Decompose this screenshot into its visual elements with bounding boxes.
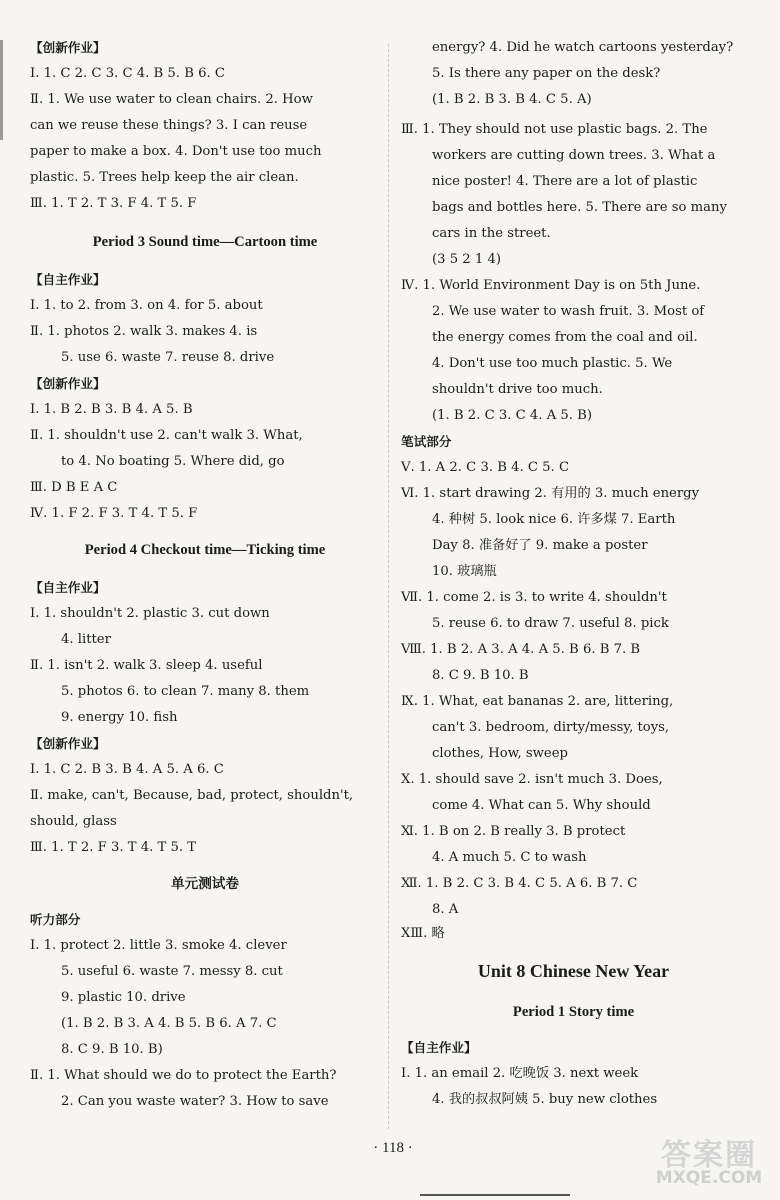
answer-line: Ⅰ. 1. C 2. C 3. C 4. B 5. B 6. C xyxy=(30,66,225,81)
answer-line: (3 5 2 1 4) xyxy=(432,252,502,267)
page-number: · 118 · xyxy=(373,1140,413,1156)
section-tag: 【自主作业】 xyxy=(401,1040,477,1055)
answer-line: 9. energy 10. fish xyxy=(61,710,178,725)
period-heading: Period 4 Checkout time—Ticking time xyxy=(84,542,326,558)
answer-line: 9. plastic 10. drive xyxy=(61,990,186,1005)
answer-line: Ⅱ. 1. We use water to clean chairs. 2. How xyxy=(30,92,313,107)
answer-line: 8. A xyxy=(432,902,459,917)
answer-line: Ⅲ. 1. They should not use plastic bags. 2. The xyxy=(401,122,708,137)
answer-line: cars in the street. xyxy=(432,226,551,241)
answer-line: 4. A much 5. C to wash xyxy=(432,850,587,865)
answer-line: Ⅰ. 1. to 2. from 3. on 4. for 5. about xyxy=(30,298,263,313)
answer-line: can we reuse these things? 3. I can reuse xyxy=(30,118,308,133)
answer-line: 2. We use water to wash fruit. 3. Most of xyxy=(432,304,705,319)
section-tag: 【创新作业】 xyxy=(30,376,106,391)
answer-line: Ⅰ. 1. shouldn't 2. plastic 3. cut down xyxy=(30,606,270,621)
answer-line: 4. 我的叔叔阿姨 5. buy new clothes xyxy=(432,1092,658,1107)
answer-line: Ⅱ. 1. shouldn't use 2. can't walk 3. What, xyxy=(30,428,303,443)
binding-margin-mark xyxy=(0,40,3,140)
answer-line: Ⅱ. make, can't, Because, bad, protect, shouldn't, xyxy=(30,788,354,803)
answer-line: to 4. No boating 5. Where did, go xyxy=(61,454,285,469)
answer-line: Ⅰ. 1. B 2. B 3. B 4. A 5. B xyxy=(30,402,193,417)
answer-line: 2. Can you waste water? 3. How to save xyxy=(61,1094,329,1109)
answer-line: 8. C 9. B 10. B xyxy=(432,668,529,683)
answer-line: Ⅹ. 1. should save 2. isn't much 3. Does, xyxy=(401,772,663,787)
answer-line: Ⅰ. 1. an email 2. 吃晚饭 3. next week xyxy=(401,1066,639,1081)
section-tag: 【自主作业】 xyxy=(30,272,106,287)
answer-line: 4. Don't use too much plastic. 5. We xyxy=(432,356,673,371)
section-tag: 【创新作业】 xyxy=(30,40,106,55)
answer-line: should, glass xyxy=(30,814,117,829)
answer-line: 5. use 6. waste 7. reuse 8. drive xyxy=(61,350,275,365)
answer-line: (1. B 2. C 3. C 4. A 5. B) xyxy=(432,408,593,423)
answer-line: 5. Is there any paper on the desk? xyxy=(432,66,661,81)
answer-line: (1. B 2. B 3. A 4. B 5. B 6. A 7. C xyxy=(61,1016,277,1031)
answer-line: Ⅲ. D B E A C xyxy=(30,480,118,495)
answer-line: Ⅱ. 1. photos 2. walk 3. makes 4. is xyxy=(30,324,258,339)
watermark-url: MXQE.COM xyxy=(655,1168,763,1188)
answer-line: Ⅲ. 1. T 2. T 3. F 4. T 5. F xyxy=(30,196,197,211)
answer-line: Ⅻ. 1. B 2. C 3. B 4. C 5. A 6. B 7. C xyxy=(401,876,638,891)
answer-line: Day 8. 准备好了 9. make a poster xyxy=(432,538,648,553)
answer-line: Ⅸ. 1. What, eat bananas 2. are, littering, xyxy=(401,694,674,709)
answer-line: energy? 4. Did he watch cartoons yesterday? xyxy=(432,40,734,55)
answer-line: Ⅷ. 1. B 2. A 3. A 4. A 5. B 6. B 7. B xyxy=(401,642,641,657)
answer-line: Ⅴ. 1. A 2. C 3. B 4. C 5. C xyxy=(401,460,570,475)
answer-line: clothes, How, sweep xyxy=(432,746,568,761)
answer-line: 5. photos 6. to clean 7. many 8. them xyxy=(61,684,310,699)
answer-line: paper to make a box. 4. Don't use too much xyxy=(30,144,322,159)
answer-line: Ⅳ. 1. World Environment Day is on 5th June. xyxy=(401,278,701,293)
period-heading: Period 3 Sound time—Cartoon time xyxy=(92,234,318,250)
period-heading: Period 1 Story time xyxy=(512,1004,635,1020)
answer-line: Ⅰ. 1. C 2. B 3. B 4. A 5. A 6. C xyxy=(30,762,224,777)
section-tag: 听力部分 xyxy=(30,912,81,927)
answer-line: Ⅶ. 1. come 2. is 3. to write 4. shouldn't xyxy=(401,590,667,605)
answer-line: shouldn't drive too much. xyxy=(432,382,603,397)
answer-line: plastic. 5. Trees help keep the air clean. xyxy=(30,170,299,185)
answer-line: Ⅰ. 1. protect 2. little 3. smoke 4. clever xyxy=(30,938,287,953)
answer-line: 5. reuse 6. to draw 7. useful 8. pick xyxy=(432,616,669,631)
answer-line: 10. 玻璃瓶 xyxy=(432,564,497,579)
answer-line: 5. useful 6. waste 7. messy 8. cut xyxy=(61,964,283,979)
test-heading: 单元测试卷 xyxy=(171,876,239,892)
answer-line: can't 3. bedroom, dirty/messy, toys, xyxy=(432,720,670,735)
section-tag: 笔试部分 xyxy=(401,434,452,449)
column-divider xyxy=(388,44,389,1129)
answer-line: Ⅺ. 1. B on 2. B really 3. B protect xyxy=(401,824,626,839)
answer-line: 4. litter xyxy=(61,632,111,647)
bottom-rule xyxy=(420,1194,570,1196)
answer-line: bags and bottles here. 5. There are so many xyxy=(432,200,727,215)
answer-line: Ⅳ. 1. F 2. F 3. T 4. T 5. F xyxy=(30,506,198,521)
answer-line: the energy comes from the coal and oil. xyxy=(432,330,698,345)
answer-line: workers are cutting down trees. 3. What a xyxy=(432,148,716,163)
answer-line: Ⅱ. 1. isn't 2. walk 3. sleep 4. useful xyxy=(30,658,263,673)
answer-line: Ⅱ. 1. What should we do to protect the Earth? xyxy=(30,1068,337,1083)
answer-line: nice poster! 4. There are a lot of plastic xyxy=(432,174,698,189)
answer-line: 4. 种树 5. look nice 6. 许多煤 7. Earth xyxy=(432,512,676,527)
section-tag: 【自主作业】 xyxy=(30,580,106,595)
section-tag: 【创新作业】 xyxy=(30,736,106,751)
answer-line: XⅢ. 略 xyxy=(401,926,445,941)
answer-line: 8. C 9. B 10. B) xyxy=(61,1042,163,1057)
watermark-logo xyxy=(644,1130,774,1194)
answer-line: Ⅲ. 1. T 2. F 3. T 4. T 5. T xyxy=(30,840,197,855)
answer-line: come 4. What can 5. Why should xyxy=(432,798,651,813)
watermark-brand: 答案圈 xyxy=(661,1138,757,1173)
answer-line: (1. B 2. B 3. B 4. C 5. A) xyxy=(432,92,592,107)
unit-heading: Unit 8 Chinese New Year xyxy=(477,961,670,981)
answer-line: Ⅵ. 1. start drawing 2. 有用的 3. much energy xyxy=(401,486,700,501)
